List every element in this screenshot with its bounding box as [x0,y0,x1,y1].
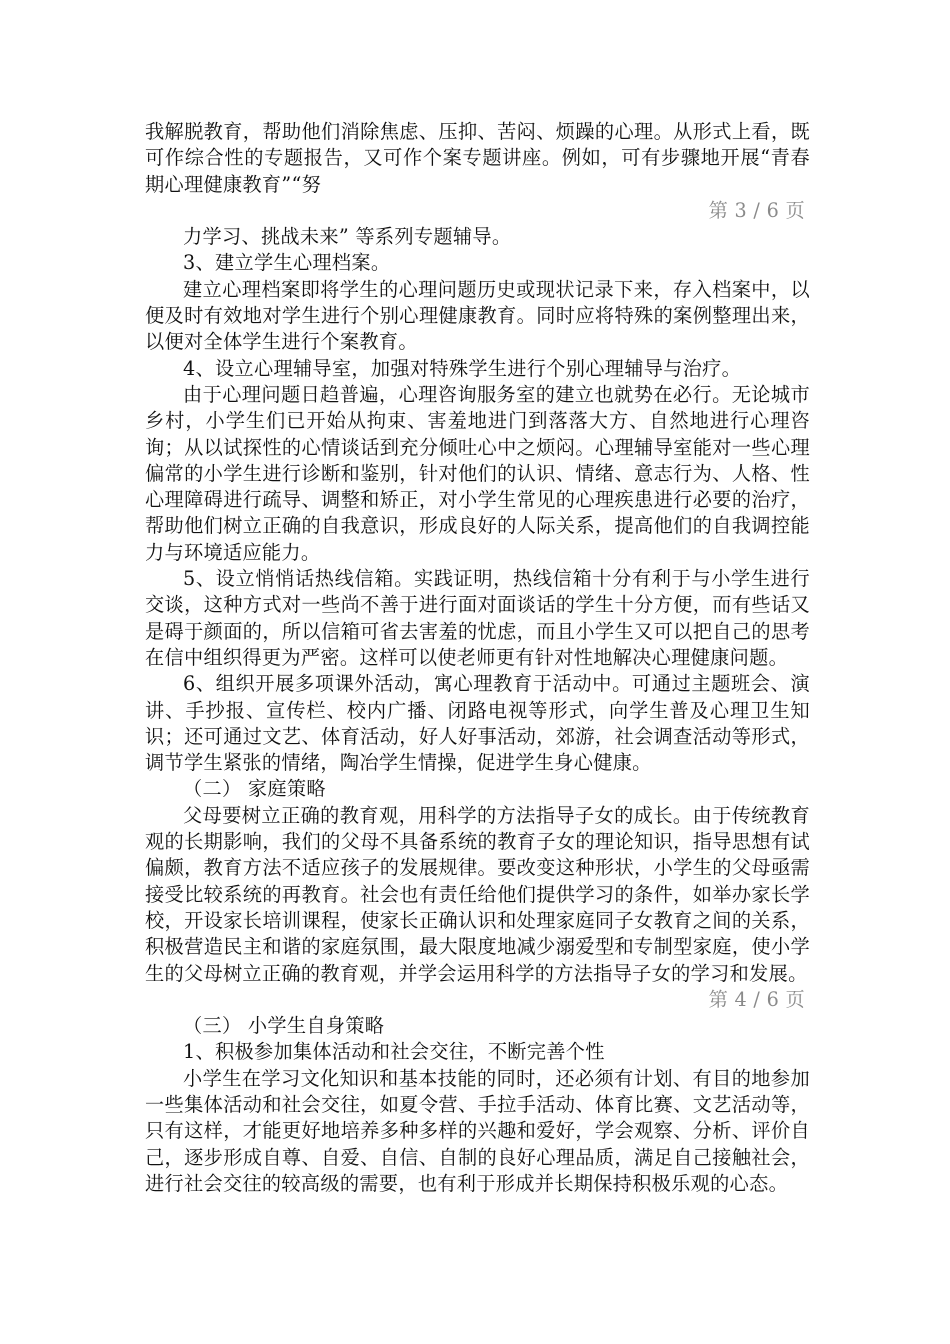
paragraph: 建立心理档案即将学生的心理问题历史或现状记录下来，存入档案中，以便及时有效地对学生进行个别心理健康教育。同时应将特殊的案例整理出来，以便对全体学生进行个案教育。 [145,277,810,354]
section-heading: （二） 家庭策略 [183,777,326,801]
section-heading: 1、积极参加集体活动和社会交往，不断完善个性 [183,1040,605,1064]
page-number: 第 3 / 6 页 [708,198,805,222]
paragraph: 5、设立悄悄话热线信箱。实践证明，热线信箱十分有利于与小学生进行交谈，这种方式对一些尚不善于进行面对面谈话的学生十分方便，而有些话又是碍于颜面的，所以信箱可省去害羞的忧虑，而且小学生又可以把自己的思考在信中组织得更为严密。这样可以使老师更有针对性地解决心理健康问题。 [145,567,810,669]
paragraph: 6、组织开展多项课外活动，寓心理教育于活动中。可通过主题班会、演讲、手抄报、宣传栏、校内广播、闭路电视等形式，向学生普及心理卫生知识；还可通过文艺、体育活动，好人好事活动，郊游，社会调查活动等形式，调节学生紧张的情绪，陶冶学生情操，促进学生身心健康。 [145,672,810,775]
paragraph: 父母要树立正确的教育观，用科学的方法指导子女的成长。由于传统教育观的长期影响，我们的父母不具备系统的教育子女的理论知识，指导思想有试偏颇，教育方法不适应孩子的发展规律。要改变这种形状，小学生的父母亟需接受比较系统的再教育。社会也有责任给他们提供学习的条件，如举办家长学校，开设家长培训课程，使家长正确认识和处理家庭同子女教育之间的关系，积极营造民主和谐的家庭氛围，最大限度地减少溺爱型和专制型家庭，使小学生的父母树立正确的教育观，并学会运用科学的方法指导子女的学习和发展。 [145,803,810,985]
section-heading: （三） 小学生自身策略 [183,1014,385,1038]
paragraph: 力学习、挑战未来” 等系列专题辅导。 [183,225,512,249]
paragraph: 我解脱教育，帮助他们消除焦虑、压抑、苦闷、烦躁的心理。从形式上看，既可作综合性的专题报告，又可作个案专题讲座。例如，可有步骤地开展“青春期心理健康教育”“努 [145,120,810,196]
section-heading: 3、建立学生心理档案。 [183,251,391,275]
section-heading: 4、设立心理辅导室，加强对特殊学生进行个别心理辅导与治疗。 [183,356,742,380]
paragraph: 由于心理问题日趋普遍，心理咨询服务室的建立也就势在必行。无论城市乡村，小学生们已开始从拘束、害羞地进门到落落大方、自然地进行心理咨询；从以试探性的心情谈话到充分倾吐心中之烦闷。心理辅导室能对一些心理偏常的小学生进行诊断和鉴别，针对他们的认识、情绪、意志行为、人格、性心理障碍进行疏导、调整和矫正，对小学生常见的心理疾患进行必要的治疗，帮助他们树立正确的自我意识，形成良好的人际关系，提高他们的自我调控能力与环境适应能力。 [145,382,810,564]
document-page [145,119,810,1197]
page-number: 第 4 / 6 页 [708,987,805,1011]
paragraph: 小学生在学习文化知识和基本技能的同时，还必须有计划、有目的地参加一些集体活动和社会交往，如夏令营、手拉手活动、体育比赛、文艺活动等，只有这样，才能更好地培养多种多样的兴趣和爱好，学会观察、分析、评价自己，逐步形成自尊、自爱、自信、自制的良好心理品质，满足自己接触社会，进行社会交往的较高级的需要，也有利于形成并长期保持积极乐观的心态。 [145,1066,810,1195]
